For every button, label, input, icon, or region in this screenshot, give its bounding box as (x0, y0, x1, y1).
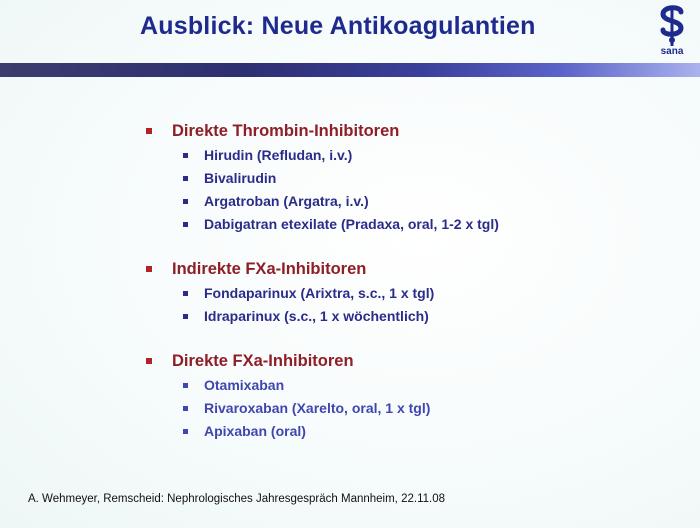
header-band (0, 63, 700, 77)
slide-content (146, 120, 666, 465)
section-heading-text: Indirekte FXa-Inhibitoren (172, 260, 367, 278)
section-direct-fxa (146, 350, 666, 443)
square-bullet-icon (183, 222, 188, 227)
square-bullet-icon (183, 406, 188, 411)
square-bullet-icon (183, 199, 188, 204)
logo-text: sana (660, 46, 684, 57)
list-item-text: Argatroban (Argatra, i.v.) (204, 193, 369, 209)
list-item (146, 397, 666, 420)
slide-title: Ausblick: Neue Antikoagulantien (140, 12, 536, 40)
square-bullet-icon (183, 153, 188, 158)
square-bullet-icon (183, 291, 188, 296)
list-item-text: Hirudin (Refludan, i.v.) (204, 147, 353, 163)
section-direct-thrombin (146, 120, 666, 236)
square-bullet-icon (183, 429, 188, 434)
slide-footer: A. Wehmeyer, Remscheid: Nephrologisches Jahresgespräch Mannheim, 22.11.08 (28, 493, 445, 505)
list-item-text: Rivaroxaban (Xarelto, oral, 1 x tgl) (204, 400, 431, 416)
list-item (146, 144, 666, 167)
section-heading-text: Direkte Thrombin-Inhibitoren (172, 122, 400, 140)
list-item (146, 420, 666, 443)
list-item (146, 282, 666, 305)
list-item (146, 374, 666, 397)
sana-logo-icon (657, 4, 687, 48)
square-bullet-icon (146, 128, 152, 134)
section-heading (146, 258, 666, 280)
list-item-text: Apixaban (oral) (204, 423, 306, 439)
list-item (146, 305, 666, 328)
list-item-text: Otamixaban (204, 377, 285, 393)
sana-logo (652, 4, 692, 62)
list-item-text: Idraparinux (s.c., 1 x wöchentlich) (204, 308, 429, 324)
section-heading (146, 120, 666, 142)
list-item-text: Dabigatran etexilate (Pradaxa, oral, 1-2 x tgl) (204, 216, 499, 232)
square-bullet-icon (183, 383, 188, 388)
square-bullet-icon (183, 176, 188, 181)
square-bullet-icon (183, 314, 188, 319)
section-heading-text: Direkte FXa-Inhibitoren (172, 352, 354, 370)
list-item-text: Fondaparinux (Arixtra, s.c., 1 x tgl) (204, 285, 435, 301)
list-item (146, 190, 666, 213)
list-item (146, 213, 666, 236)
list-item-text: Bivalirudin (204, 170, 277, 186)
square-bullet-icon (146, 358, 152, 364)
section-heading (146, 350, 666, 372)
square-bullet-icon (146, 266, 152, 272)
list-item (146, 167, 666, 190)
section-indirect-fxa (146, 258, 666, 328)
